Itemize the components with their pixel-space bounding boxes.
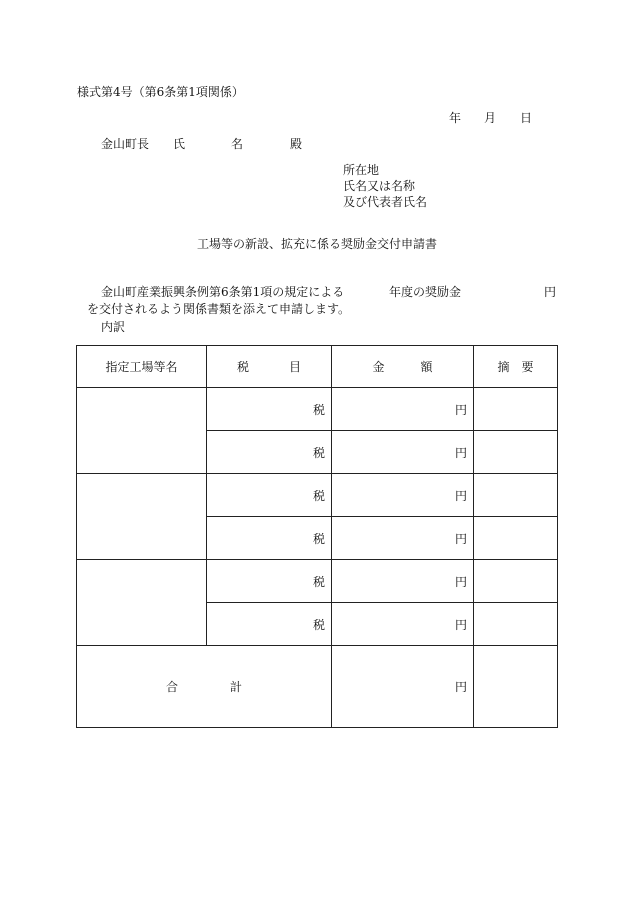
document-title: 工場等の新設、拡充に係る奨励金交付申請書 — [197, 237, 438, 251]
body-text-line-2: を交付されるよう関係書類を添えて申請します。 — [87, 302, 351, 316]
breakdown-label: 内訳 — [101, 320, 126, 334]
header-amount: 金 額 — [332, 346, 474, 388]
amount-cell[interactable]: 円 — [332, 388, 474, 431]
table-row — [77, 388, 558, 431]
table-row — [77, 474, 558, 517]
factory-name-cell[interactable] — [77, 560, 207, 646]
factory-name-cell[interactable] — [77, 474, 207, 560]
table-header-row — [77, 346, 558, 388]
date-day-label: 日 — [520, 111, 533, 125]
amount-cell[interactable]: 円 — [332, 474, 474, 517]
tax-cell[interactable]: 税 — [207, 474, 332, 517]
tax-cell[interactable]: 税 — [207, 603, 332, 646]
amount-cell[interactable]: 円 — [332, 431, 474, 474]
applicant-name-label: 氏名又は名称 — [343, 179, 416, 193]
tax-cell[interactable]: 税 — [207, 560, 332, 603]
tax-cell[interactable]: 税 — [207, 431, 332, 474]
form-number: 様式第4号（第6条第1項関係） — [77, 85, 244, 99]
tax-cell[interactable]: 税 — [207, 517, 332, 560]
total-row — [77, 646, 558, 728]
date-year-label: 年 — [449, 111, 462, 125]
table-row — [77, 560, 558, 603]
date-month-label: 月 — [484, 111, 497, 125]
header-tax-item: 税 目 — [207, 346, 332, 388]
total-amount-cell[interactable]: 円 — [332, 646, 474, 728]
amount-cell[interactable]: 円 — [332, 517, 474, 560]
addressee-surname-label: 氏 — [173, 137, 186, 151]
body-yen-label: 円 — [544, 285, 557, 299]
total-label-cell: 合 計 — [77, 646, 332, 728]
breakdown-table — [76, 345, 558, 728]
addressee-honorific: 殿 — [290, 137, 303, 151]
addressee-title: 金山町長 — [101, 137, 150, 151]
amount-cell[interactable]: 円 — [332, 603, 474, 646]
total-remarks-cell[interactable] — [474, 646, 558, 728]
remarks-cell[interactable] — [474, 474, 558, 517]
applicant-address-label: 所在地 — [343, 163, 380, 177]
body-year-label: 年度の奨励金 — [389, 285, 462, 299]
tax-cell[interactable]: 税 — [207, 388, 332, 431]
remarks-cell[interactable] — [474, 517, 558, 560]
addressee-name-label: 名 — [231, 137, 244, 151]
header-factory-name: 指定工場等名 — [77, 346, 207, 388]
applicant-representative-label: 及び代表者氏名 — [343, 195, 428, 209]
amount-cell[interactable]: 円 — [332, 560, 474, 603]
remarks-cell[interactable] — [474, 560, 558, 603]
header-remarks: 摘 要 — [474, 346, 558, 388]
factory-name-cell[interactable] — [77, 388, 207, 474]
remarks-cell[interactable] — [474, 603, 558, 646]
remarks-cell[interactable] — [474, 388, 558, 431]
remarks-cell[interactable] — [474, 431, 558, 474]
body-text-line-1: 金山町産業振興条例第6条第1項の規定による — [101, 285, 345, 299]
